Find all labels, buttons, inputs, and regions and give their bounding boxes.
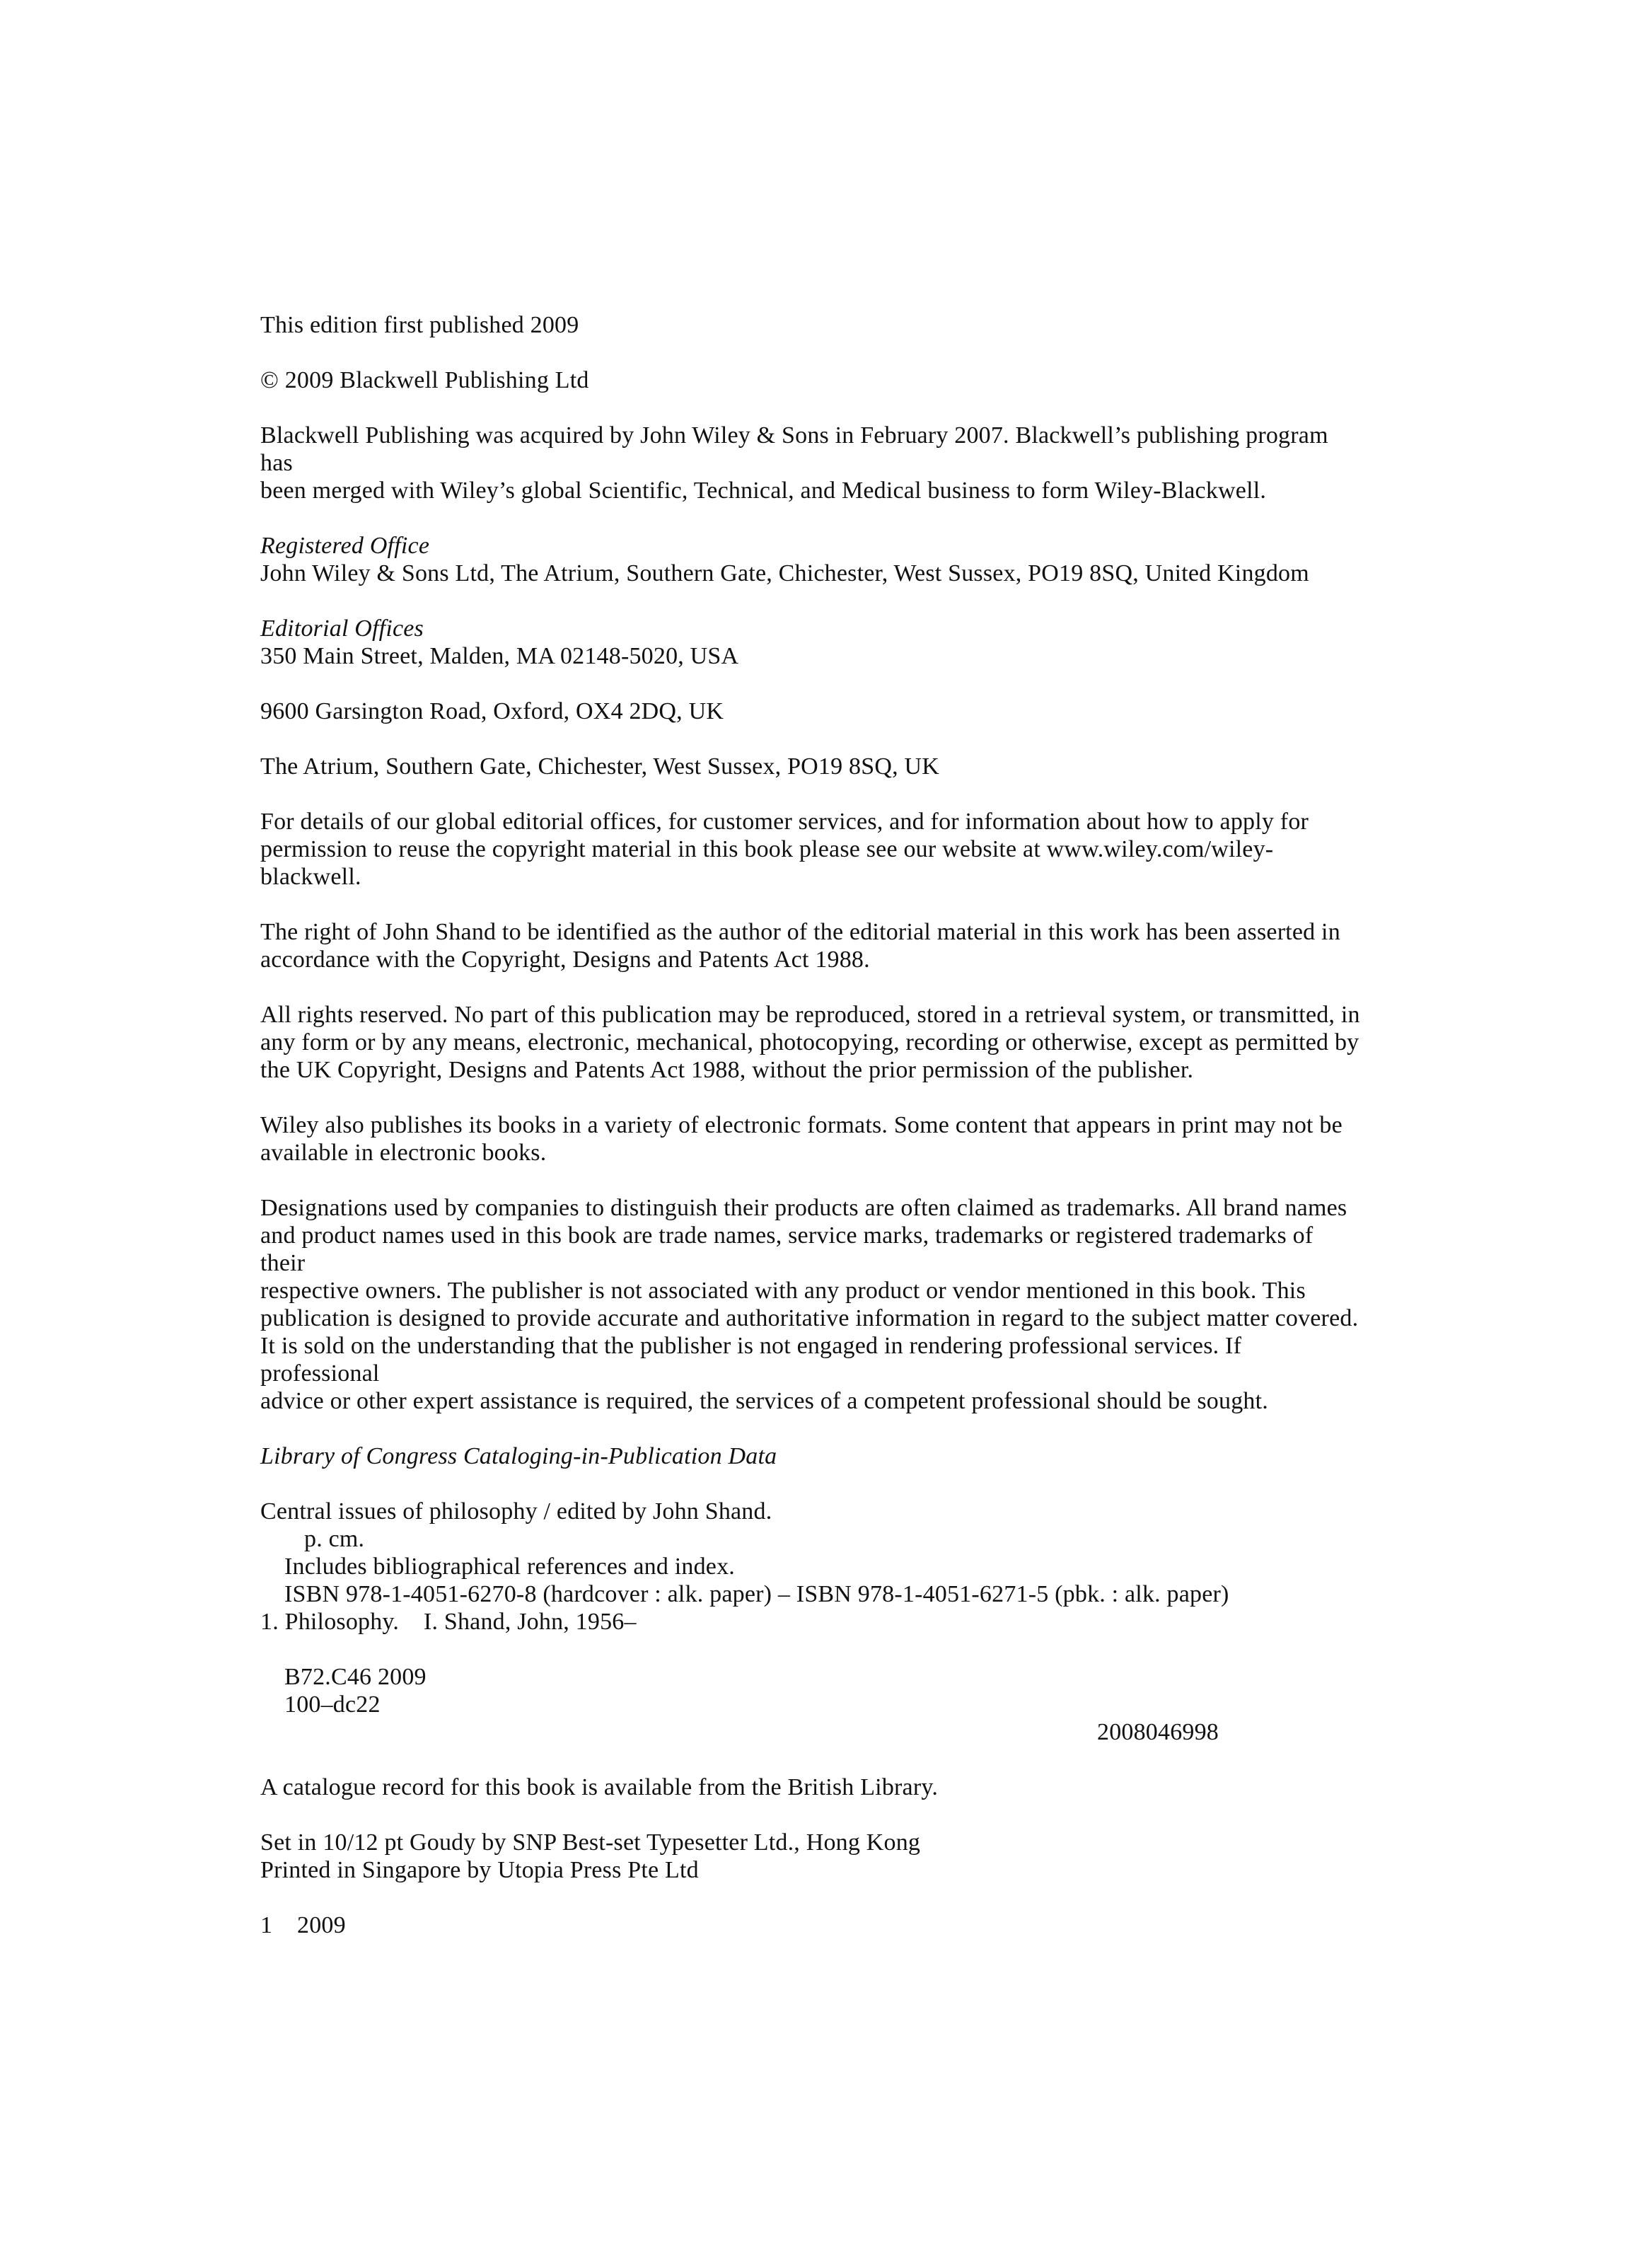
editorial-offices-block — [260, 615, 1364, 780]
details-line: permission to reuse the copyright material in this book please see our website at www.wiley.com/wiley-blackwell. — [260, 836, 1274, 890]
cip-dewey: 100–dc22 — [284, 1691, 381, 1718]
designations-line: respective owners. The publisher is not associated with any product or vendor mentioned in this book. This — [260, 1278, 1306, 1304]
registered-office-block — [260, 532, 1364, 587]
edition-line: This edition first published 2009 — [260, 312, 579, 338]
typeset-line: Set in 10/12 pt Goudy by SNP Best-set Typesetter Ltd., Hong Kong — [260, 1829, 921, 1856]
editorial-office-address: 9600 Garsington Road, Oxford, OX4 2DQ, UK — [260, 698, 724, 724]
acquisition-line: been merged with Wiley’s global Scientific, Technical, and Medical business to form Wiley-Blackwell. — [260, 478, 1267, 504]
electronic-formats-line: Wiley also publishes its books in a variety of electronic formats. Some content that appears in print may not be — [260, 1112, 1343, 1138]
cip-subjects: 1. Philosophy. I. Shand, John, 1956– — [260, 1609, 637, 1635]
copyright-line: © 2009 Blackwell Publishing Ltd — [260, 367, 589, 393]
moral-right-line: accordance with the Copyright, Designs and Patents Act 1988. — [260, 947, 870, 973]
cip-lccn: 2008046998 — [1097, 1719, 1219, 1745]
electronic-formats-paragraph — [260, 1111, 1364, 1167]
designations-line: publication is designed to provide accurate and authoritative information in regard to the subject matter covered. — [260, 1305, 1359, 1331]
production-block — [260, 1829, 1364, 1884]
editorial-office-address: 350 Main Street, Malden, MA 02148-5020, USA — [260, 643, 739, 669]
designations-paragraph — [260, 1194, 1364, 1415]
moral-right-line: The right of John Shand to be identified as the author of the editorial material in this work has been asserted in — [260, 919, 1340, 945]
cip-isbn: ISBN 978-1-4051-6270-8 (hardcover : alk. paper) – ISBN 978-1-4051-6271-5 (pbk. : alk. paper) — [284, 1581, 1229, 1607]
cip-pages: p. cm. — [304, 1526, 365, 1552]
rights-line: any form or by any means, electronic, mechanical, photocopying, recording or otherwise, except as permitted by — [260, 1029, 1359, 1055]
acquisition-paragraph — [260, 422, 1364, 504]
editorial-office-address: The Atrium, Southern Gate, Chichester, West Sussex, PO19 8SQ, UK — [260, 753, 940, 780]
rights-line: the UK Copyright, Designs and Patents Act 1988, without the prior permission of the publisher. — [260, 1057, 1194, 1083]
electronic-formats-line: available in electronic books. — [260, 1140, 547, 1166]
cip-block — [260, 1442, 1364, 1746]
british-library-line: A catalogue record for this book is available from the British Library. — [260, 1774, 939, 1800]
registered-office-address: John Wiley & Sons Ltd, The Atrium, Southern Gate, Chichester, West Sussex, PO19 8SQ, United Kingdom — [260, 560, 1309, 586]
registered-office-heading: Registered Office — [260, 533, 430, 559]
designations-line: It is sold on the understanding that the publisher is not engaged in rendering professional services. If professional — [260, 1333, 1242, 1387]
details-paragraph — [260, 808, 1364, 891]
cip-call-number: B72.C46 2009 — [284, 1664, 427, 1690]
designations-line: Designations used by companies to distinguish their products are often claimed as trademarks. All brand names — [260, 1195, 1347, 1221]
designations-line: and product names used in this book are trade names, service marks, trademarks or registered trademarks of their — [260, 1222, 1314, 1276]
moral-right-paragraph — [260, 918, 1364, 973]
designations-line: advice or other expert assistance is required, the services of a competent professional should be sought. — [260, 1388, 1268, 1414]
rights-line: All rights reserved. No part of this publication may be reproduced, stored in a retrieval system, or transmitted, in — [260, 1002, 1360, 1028]
cip-includes: Includes bibliographical references and index. — [284, 1554, 735, 1580]
copyright-page — [260, 311, 1364, 1939]
cip-heading: Library of Congress Cataloging-in-Publication Data — [260, 1443, 777, 1469]
acquisition-line: Blackwell Publishing was acquired by John Wiley & Sons in February 2007. Blackwell’s publishing program has — [260, 422, 1328, 476]
details-line: For details of our global editorial offices, for customer services, and for information about how to apply for — [260, 809, 1309, 835]
editorial-offices-heading: Editorial Offices — [260, 615, 424, 642]
printed-line: Printed in Singapore by Utopia Press Pte Ltd — [260, 1857, 699, 1883]
cip-title-line: Central issues of philosophy / edited by John Shand. — [260, 1498, 772, 1524]
print-line: 1 2009 — [260, 1912, 346, 1938]
rights-reserved-paragraph — [260, 1001, 1364, 1084]
